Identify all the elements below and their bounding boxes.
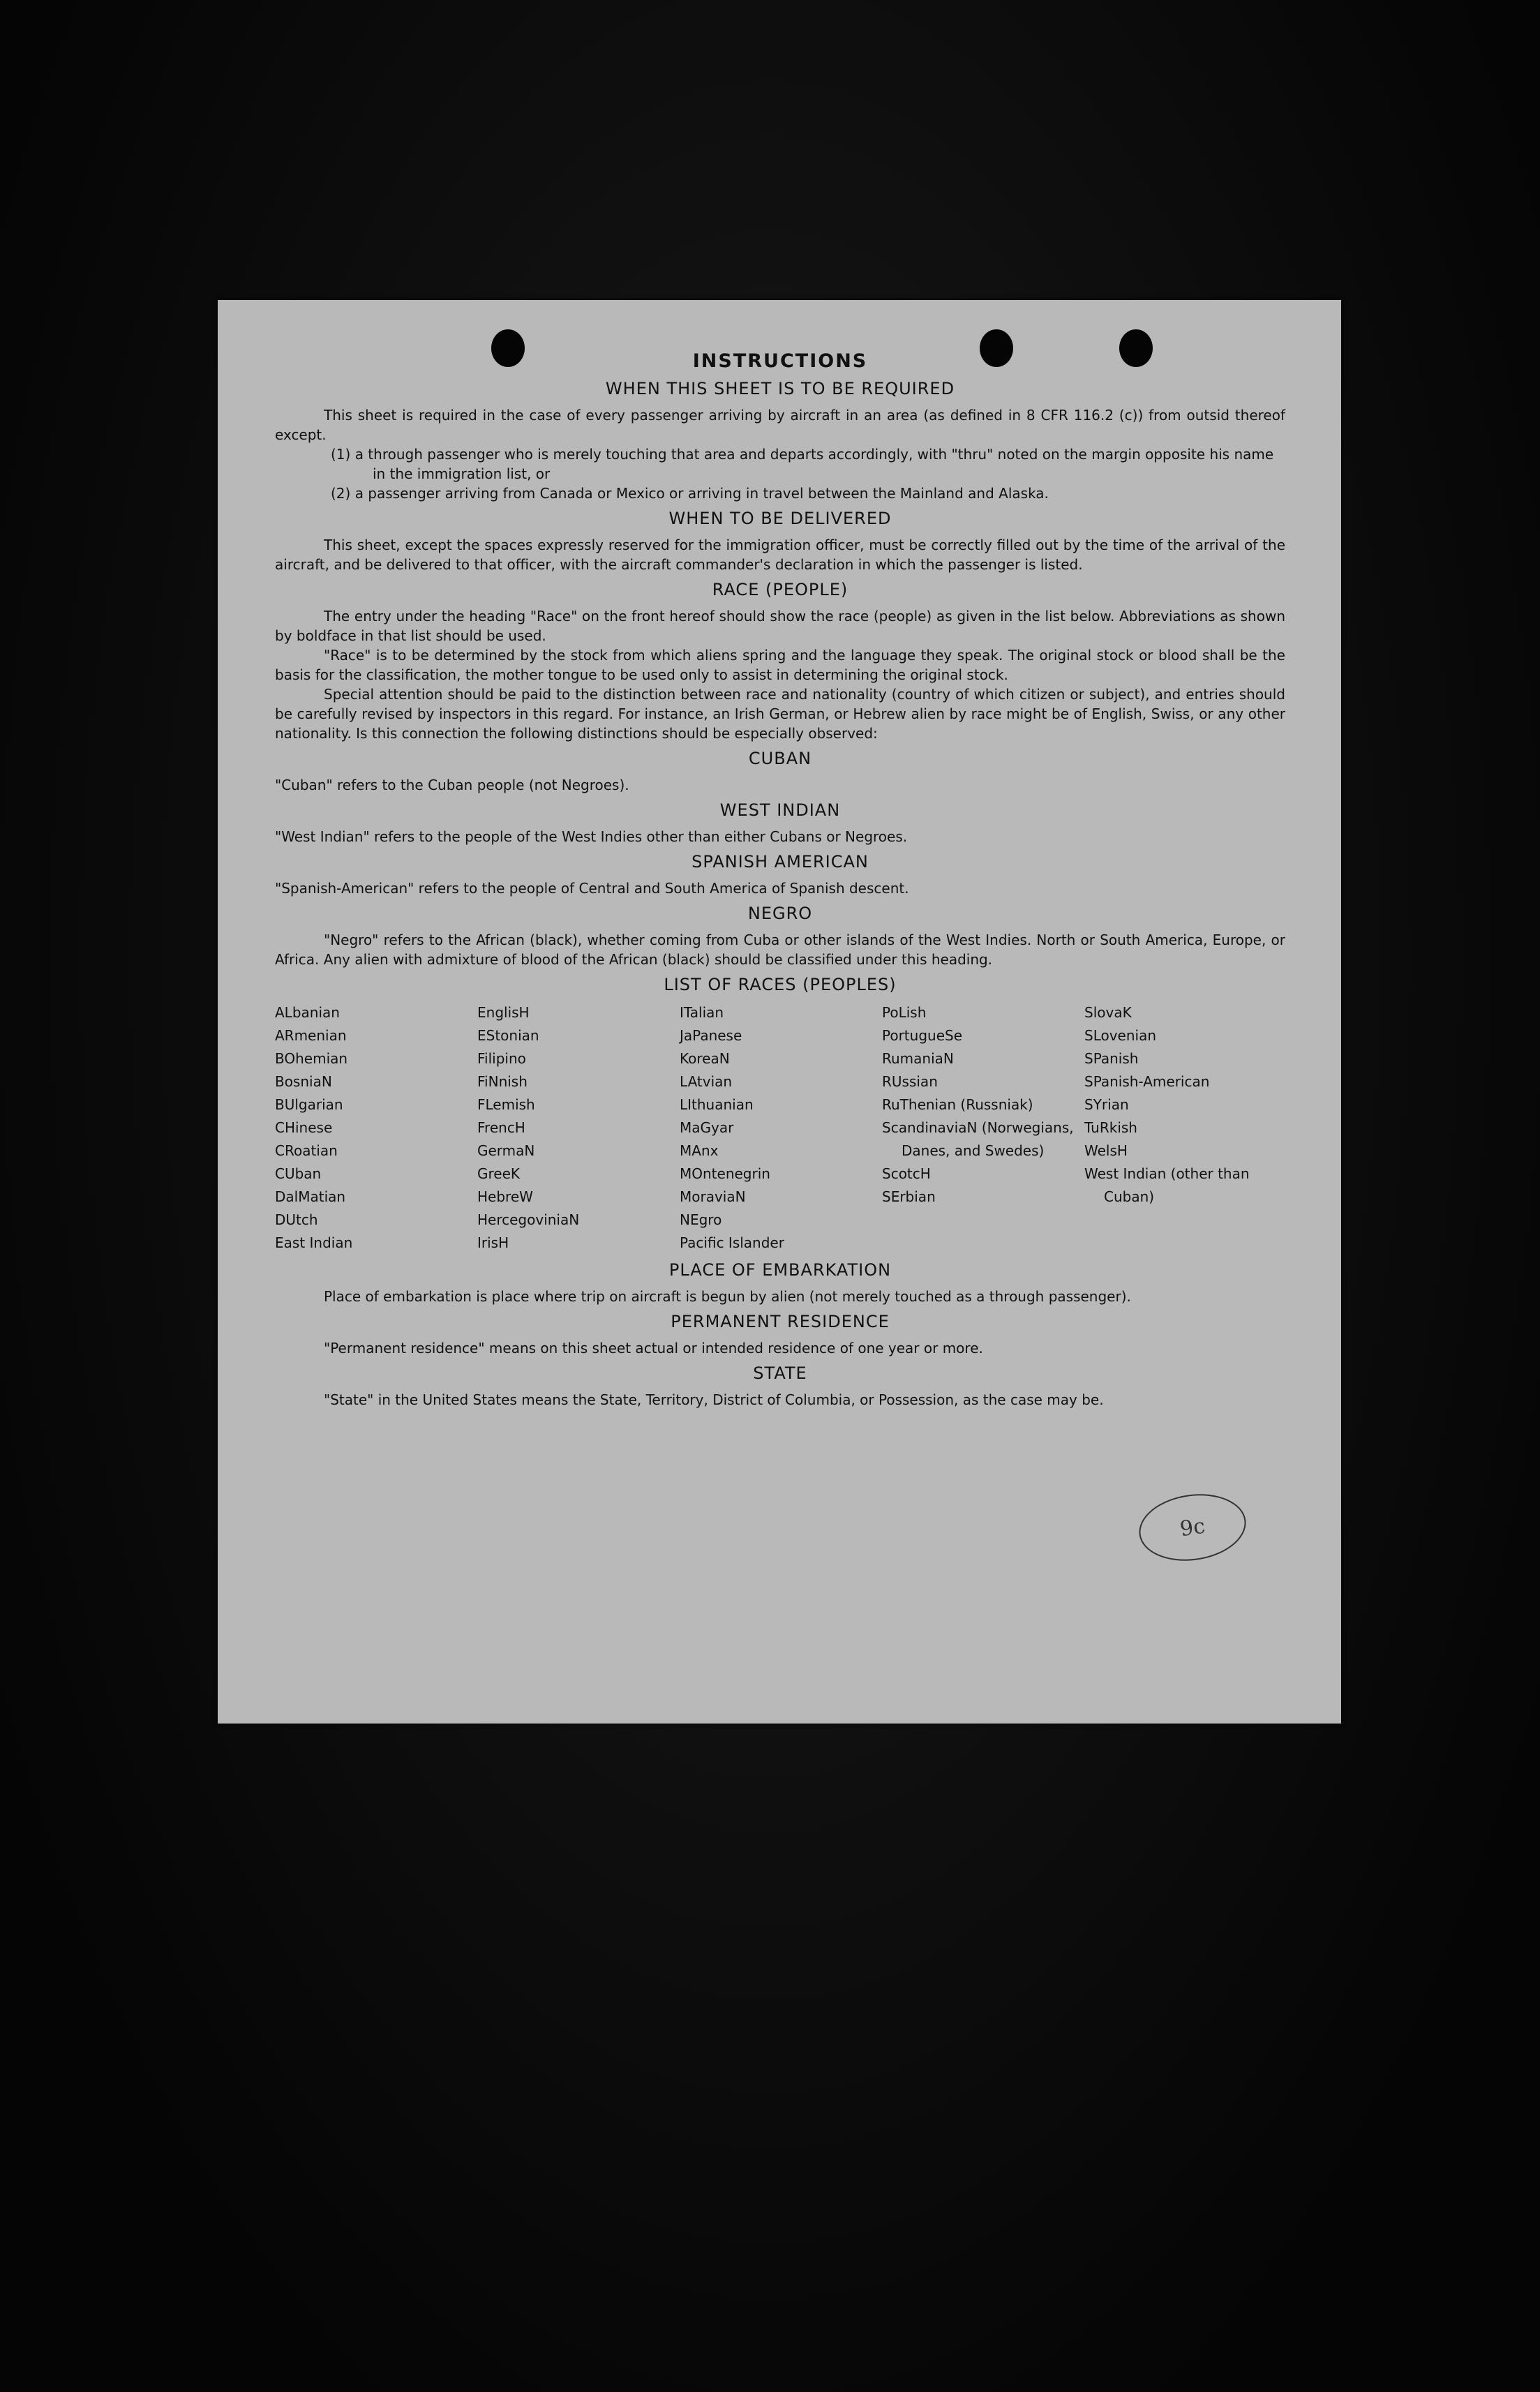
cuban-text: "Cuban" refers to the Cuban people (not Negroes). <box>275 777 629 793</box>
race-entry: ITalian <box>680 1004 724 1021</box>
embarkation-text: Place of embarkation is place where trip on aircraft is begun by alien (not merely touched as a through passenger). <box>324 1288 1131 1305</box>
race-entry: CRoatian <box>275 1142 338 1159</box>
race-entry: SPanish <box>1084 1050 1139 1067</box>
race-entry: EnglisH <box>477 1004 530 1021</box>
punch-hole <box>491 329 525 367</box>
race-entry: FiNnish <box>477 1073 528 1090</box>
race-entry: DUtch <box>275 1211 318 1228</box>
race-entry: MoraviaN <box>680 1188 746 1205</box>
race-entry: SLovenian <box>1084 1027 1157 1044</box>
race-entry: HebreW <box>477 1188 533 1205</box>
races-column <box>680 1001 882 1255</box>
race-entry: BUlgarian <box>275 1096 343 1113</box>
instruction-sheet <box>218 300 1341 1724</box>
exception-item-2: (2) a passenger arriving from Canada or Mexico or arriving in travel between the Mainland and Alaska. <box>331 485 1049 502</box>
race-entry: PortugueSe <box>882 1027 962 1044</box>
races-column <box>275 1001 477 1255</box>
races-column <box>1084 1001 1294 1255</box>
race-entry: CUban <box>275 1165 322 1182</box>
race-entry: ARmenian <box>275 1027 347 1044</box>
race-entry: Pacific Islander <box>680 1234 784 1251</box>
race-entry: WelsH <box>1084 1142 1128 1159</box>
race-entry: EStonian <box>477 1027 539 1044</box>
race-entry: MaGyar <box>680 1119 734 1136</box>
when-required-intro: This sheet is required in the case of every passenger arriving by aircraft in an area (as defined in 8 CFR 116.2 (c)) from outsid thereof except. <box>275 407 1285 443</box>
heading-spanish-american: SPANISH AMERICAN <box>691 852 869 872</box>
heading-state: STATE <box>753 1363 807 1383</box>
race-entry: RuThenian (Russniak) <box>882 1096 1033 1113</box>
race-entry: JaPanese <box>680 1027 742 1044</box>
when-delivered-text: This sheet, except the spaces expressly reserved for the immigration officer, must be correctly filled out by the time of the arrival of the aircraft, and be delivered to that officer, with the aircraft commander's declaration in which the passenger is listed. <box>275 537 1285 573</box>
race-paragraph-3: Special attention should be paid to the distinction between race and nationality (country of which citizen or subject), and entries should be carefully revised by inspectors in this regard. For instance, an Irish German, or Hebrew alien by race might be of English, Swiss, or any other nationality. Is this connection the following distinctions should be especially observed: <box>275 686 1285 742</box>
race-entry: Filipino <box>477 1050 526 1067</box>
race-entry: DalMatian <box>275 1188 346 1205</box>
heading-cuban: CUBAN <box>748 749 812 768</box>
race-entry: FrencH <box>477 1119 525 1136</box>
race-entry: MAnx <box>680 1142 719 1159</box>
races-list <box>275 1001 1285 1255</box>
race-entry: RumaniaN <box>882 1050 954 1067</box>
race-entry: LAtvian <box>680 1073 733 1090</box>
race-entry: PoLish <box>882 1004 927 1021</box>
heading-when-delivered: WHEN TO BE DELIVERED <box>668 509 892 528</box>
race-entry: BosniaN <box>275 1073 332 1090</box>
heading-race: RACE (PEOPLE) <box>712 580 849 599</box>
race-entry: BOhemian <box>275 1050 348 1067</box>
race-paragraph-1: The entry under the heading "Race" on the front hereof should show the race (people) as given in the list below. Abbreviations as shown by boldface in that list should be used. <box>275 608 1285 644</box>
heading-when-required: WHEN THIS SHEET IS TO BE REQUIRED <box>605 379 955 398</box>
heading-residence: PERMANENT RESIDENCE <box>671 1312 890 1331</box>
race-entry: GreeK <box>477 1165 521 1182</box>
residence-text: "Permanent residence" means on this sheet actual or intended residence of one year or more. <box>324 1340 983 1356</box>
page-title: INSTRUCTIONS <box>692 350 868 372</box>
race-entry: FLemish <box>477 1096 535 1113</box>
race-entry: SPanish-American <box>1084 1073 1210 1090</box>
heading-embarkation: PLACE OF EMBARKATION <box>668 1260 892 1280</box>
race-entry: LIthuanian <box>680 1096 754 1113</box>
race-paragraph-2: "Race" is to be determined by the stock from which aliens spring and the language they speak. The original stock or blood shall be the basis for the classification, the mother tongue to be used only to assist in determining the original stock. <box>275 647 1285 683</box>
race-entry: ALbanian <box>275 1004 340 1021</box>
heading-list-of-races: LIST OF RACES (PEOPLES) <box>664 975 897 994</box>
race-entry: ScandinaviaN (Norwegians, Danes, and Swedes) <box>882 1119 1074 1159</box>
race-entry: CHinese <box>275 1119 333 1136</box>
punch-hole <box>980 329 1013 367</box>
race-entry: RUssian <box>882 1073 938 1090</box>
race-entry: West Indian (other than Cuban) <box>1084 1165 1250 1205</box>
race-entry: KoreaN <box>680 1050 730 1067</box>
race-entry: East Indian <box>275 1234 353 1251</box>
handwritten-mark: 9c <box>1135 1488 1250 1568</box>
race-entry: NEgro <box>680 1211 722 1228</box>
race-entry: HercegoviniaN <box>477 1211 580 1228</box>
heading-negro: NEGRO <box>747 904 813 923</box>
race-entry: TuRkish <box>1084 1119 1137 1136</box>
negro-text: "Negro" refers to the African (black), whether coming from Cuba or other islands of the West Indies. North or South America, Europe, or Africa. Any alien with admixture of blood of the African (black) should be classified under this heading. <box>275 932 1285 968</box>
race-entry: MOntenegrin <box>680 1165 770 1182</box>
exception-item-1: (1) a through passenger who is merely touching that area and departs accordingly, with "thru" noted on the margin opposite his name in the immigration list, or <box>331 446 1274 482</box>
heading-west-indian: WEST INDIAN <box>719 800 841 820</box>
race-entry: GermaN <box>477 1142 535 1159</box>
state-text: "State" in the United States means the State, Territory, District of Columbia, or Possession, as the case may be. <box>324 1391 1104 1408</box>
races-column <box>882 1001 1084 1255</box>
race-entry: ScotcH <box>882 1165 931 1182</box>
west-indian-text: "West Indian" refers to the people of the West Indies other than either Cubans or Negroes. <box>275 828 908 845</box>
races-column <box>477 1001 680 1255</box>
race-entry: SlovaK <box>1084 1004 1132 1021</box>
race-entry: IrisH <box>477 1234 509 1251</box>
race-entry: SErbian <box>882 1188 936 1205</box>
spanish-american-text: "Spanish-American" refers to the people of Central and South America of Spanish descent. <box>275 880 909 897</box>
race-entry: SYrian <box>1084 1096 1129 1113</box>
punch-hole <box>1119 329 1153 367</box>
